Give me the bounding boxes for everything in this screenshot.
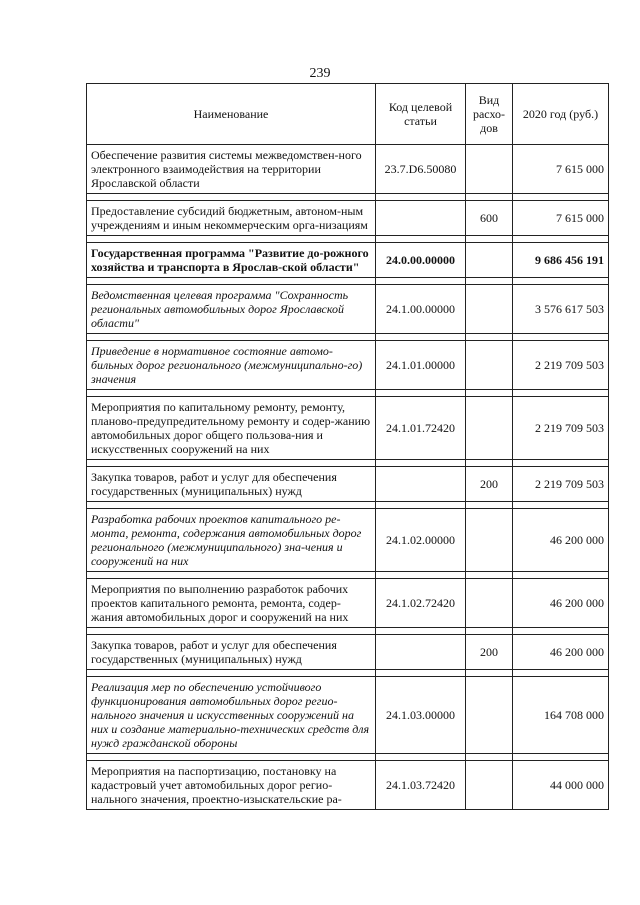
table-row (87, 285, 609, 334)
row-code: 24.1.02.72420 (376, 579, 466, 628)
row-code: 23.7.D6.50080 (376, 145, 466, 194)
header-name: Наименование (87, 84, 376, 145)
row-type (466, 285, 513, 334)
row-name: Разработка рабочих проектов капитального ре-монта, ремонта, содержания автомобильных дорог регионального (межмуниципального) зна-чения и сооружений на них (87, 509, 376, 572)
row-code: 24.1.03.72420 (376, 761, 466, 810)
row-gap (87, 502, 609, 509)
table-row (87, 243, 609, 278)
row-type: 600 (466, 201, 513, 236)
table-row (87, 579, 609, 628)
row-name: Закупка товаров, работ и услуг для обеспечения государственных (муниципальных) нужд (87, 467, 376, 502)
row-type (466, 341, 513, 390)
row-amount: 2 219 709 503 (513, 341, 609, 390)
table-row (87, 467, 609, 502)
row-name: Предоставление субсидий бюджетным, автоном-ным учреждениям и иным некоммерческим орга-низациям (87, 201, 376, 236)
header-code: Код целевой статьи (376, 84, 466, 145)
row-gap (87, 572, 609, 579)
row-gap (87, 390, 609, 397)
row-code (376, 467, 466, 502)
header-type: Вид расхо-дов (466, 84, 513, 145)
row-gap (87, 460, 609, 467)
row-type (466, 397, 513, 460)
row-type (466, 579, 513, 628)
table-row (87, 341, 609, 390)
table-row (87, 397, 609, 460)
row-gap (87, 278, 609, 285)
row-amount: 164 708 000 (513, 677, 609, 754)
row-name: Государственная программа "Развитие до-рожного хозяйства и транспорта в Ярослав-ской области" (87, 243, 376, 278)
row-code: 24.1.01.00000 (376, 341, 466, 390)
row-amount: 46 200 000 (513, 579, 609, 628)
table-row (87, 761, 609, 810)
row-gap (87, 236, 609, 243)
row-type (466, 243, 513, 278)
table-row (87, 509, 609, 572)
table-row (87, 201, 609, 236)
row-amount: 7 615 000 (513, 201, 609, 236)
row-code: 24.1.02.00000 (376, 509, 466, 572)
row-type (466, 677, 513, 754)
budget-table (86, 83, 609, 810)
row-type (466, 761, 513, 810)
row-gap (87, 670, 609, 677)
table-header-row (87, 84, 609, 145)
row-name: Мероприятия по капитальному ремонту, ремонту, планово-предупредительному ремонту и содер-жанию автомобильных дорог общего пользова-ния и искусственных сооружений на них (87, 397, 376, 460)
row-amount: 2 219 709 503 (513, 397, 609, 460)
row-name: Мероприятия на паспортизацию, постановку на кадастровый учет автомобильных дорог регио-нального значения, проектно-изыскательские ра- (87, 761, 376, 810)
row-name: Закупка товаров, работ и услуг для обеспечения государственных (муниципальных) нужд (87, 635, 376, 670)
row-code (376, 201, 466, 236)
table-row (87, 635, 609, 670)
row-type: 200 (466, 635, 513, 670)
row-amount: 2 219 709 503 (513, 467, 609, 502)
row-name: Обеспечение развития системы межведомствен-ного электронного взаимодействия на территории Ярославской области (87, 145, 376, 194)
row-gap (87, 628, 609, 635)
table-row (87, 677, 609, 754)
row-code: 24.0.00.00000 (376, 243, 466, 278)
row-amount: 46 200 000 (513, 635, 609, 670)
row-name: Приведение в нормативное состояние автомо-бильных дорог регионального (межмуниципально-го) значения (87, 341, 376, 390)
row-type: 200 (466, 467, 513, 502)
row-gap (87, 334, 609, 341)
row-amount: 46 200 000 (513, 509, 609, 572)
page-number: 239 (309, 66, 331, 81)
table-body (87, 145, 609, 810)
table-row (87, 145, 609, 194)
row-amount: 7 615 000 (513, 145, 609, 194)
row-amount: 9 686 456 191 (513, 243, 609, 278)
row-type (466, 509, 513, 572)
row-code: 24.1.01.72420 (376, 397, 466, 460)
row-name: Ведомственная целевая программа "Сохранность региональных автомобильных дорог Ярославской области" (87, 285, 376, 334)
row-code (376, 635, 466, 670)
row-gap (87, 754, 609, 761)
row-gap (87, 194, 609, 201)
row-code: 24.1.03.00000 (376, 677, 466, 754)
row-type (466, 145, 513, 194)
header-amount: 2020 год (руб.) (513, 84, 609, 145)
row-code: 24.1.00.00000 (376, 285, 466, 334)
row-name: Реализация мер по обеспечению устойчивого функционирования автомобильных дорог регио-нального значения и искусственных сооружений на них и создание материально-технических средств для нужд гражданской обороны (87, 677, 376, 754)
row-amount: 44 000 000 (513, 761, 609, 810)
row-name: Мероприятия по выполнению разработок рабочих проектов капитального ремонта, ремонта, содер-жания автомобильных дорог и сооружений на них (87, 579, 376, 628)
row-amount: 3 576 617 503 (513, 285, 609, 334)
